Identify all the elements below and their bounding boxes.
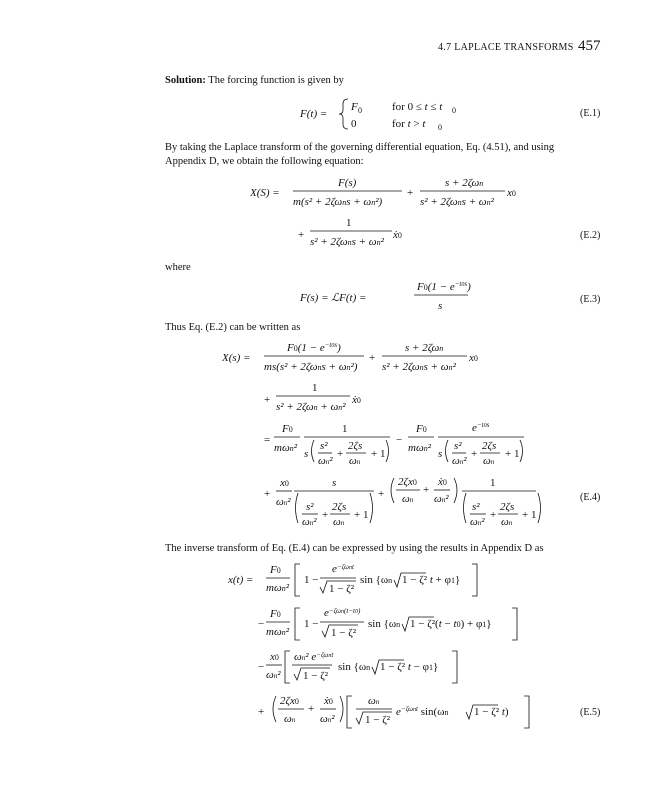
svg-text:ωn² e−ζωnt: ωn² $e^{-\zeta\omega nt}$ bbox=[294, 651, 334, 663]
svg-text:ωn: ωn bbox=[284, 713, 296, 725]
svg-text:ωn: ωn bbox=[333, 516, 345, 528]
svg-text:F(s): F(s) bbox=[338, 177, 357, 189]
svg-text:1: 1 bbox=[490, 477, 496, 489]
paragraph-where: where bbox=[165, 262, 191, 273]
equation-e1 bbox=[300, 93, 500, 135]
svg-text:2ζx0: 2ζx0 bbox=[398, 476, 417, 488]
svg-text:s + 2ζωn: s + 2ζωn bbox=[405, 342, 444, 354]
svg-text:+: + bbox=[264, 488, 271, 500]
svg-text:ωn: ωn bbox=[368, 695, 380, 707]
svg-text:+: + bbox=[490, 509, 497, 521]
svg-text:2ζs: 2ζs bbox=[332, 501, 347, 513]
svg-text:s²: s² bbox=[320, 440, 328, 452]
svg-text:F0: F0 bbox=[270, 564, 281, 576]
svg-text:1 − ζ²(t − t0) + φ1}: 1 − ζ²(t − t0) + φ1} bbox=[410, 618, 492, 630]
svg-text:sin {ωn: sin {ωn bbox=[368, 618, 401, 630]
svg-text:sin {ωn: sin {ωn bbox=[360, 574, 393, 586]
svg-text:+: + bbox=[322, 509, 329, 521]
svg-text:X(S) =: X(S) = bbox=[250, 187, 280, 199]
e3-lhs: F(s) = ℒF(t) = bbox=[300, 292, 367, 304]
running-header-section: 4.7 LAPLACE TRANSFORMS bbox=[438, 42, 574, 53]
svg-text:mωn²: mωn² bbox=[408, 442, 432, 454]
svg-text:s²: s² bbox=[472, 501, 480, 513]
paragraph-thus: Thus Eq. (E.2) can be written as bbox=[165, 322, 301, 333]
svg-text:1 − ζ²: 1 − ζ² bbox=[365, 714, 391, 726]
svg-text:ωn²: ωn² bbox=[302, 516, 317, 528]
svg-text:m(s² + 2ζωns + ωn²): m(s² + 2ζωns + ωn²) bbox=[293, 196, 383, 208]
svg-text:mωn²: mωn² bbox=[266, 582, 290, 594]
svg-text:+ 1: + 1 bbox=[522, 509, 537, 521]
solution-label: Solution: bbox=[165, 75, 206, 86]
svg-text:=: = bbox=[264, 434, 271, 446]
equation-e2 bbox=[250, 175, 550, 257]
svg-text:F0: F0 bbox=[270, 608, 281, 620]
svg-text:+: + bbox=[471, 448, 478, 460]
svg-text:x(t) =: x(t) = bbox=[228, 574, 254, 586]
svg-text:ωn²: ωn² bbox=[320, 713, 335, 725]
svg-text:−: − bbox=[258, 661, 265, 673]
svg-text:1 −: 1 − bbox=[304, 618, 319, 630]
svg-text:1 − ζ² t − φ1}: 1 − ζ² t − φ1} bbox=[380, 661, 439, 673]
equation-number-e2: (E.2) bbox=[580, 230, 601, 241]
equation-e3 bbox=[300, 280, 500, 314]
svg-text:0: 0 bbox=[438, 123, 442, 132]
svg-text:ωn²: ωn² bbox=[266, 669, 281, 681]
svg-text:F0: F0 bbox=[282, 423, 293, 435]
svg-text:ωn²: ωn² bbox=[470, 516, 485, 528]
svg-text:1: 1 bbox=[312, 382, 318, 394]
svg-text:ẋ0: ẋ0 bbox=[352, 394, 361, 406]
svg-text:x0: x0 bbox=[280, 477, 289, 489]
svg-text:+: + bbox=[378, 488, 385, 500]
equation-number-e5: (E.5) bbox=[580, 707, 601, 718]
svg-text:ωn: ωn bbox=[483, 455, 495, 467]
svg-text:+: + bbox=[407, 187, 414, 199]
svg-text:+: + bbox=[337, 448, 344, 460]
svg-text:F0(1 − e−t0s): $F0(1 - e^{-t0s})$ bbox=[417, 280, 471, 293]
svg-text:1 −: 1 − bbox=[304, 574, 319, 586]
svg-text:ms(s² + 2ζωns + ωn²): ms(s² + 2ζωns + ωn²) bbox=[264, 361, 358, 373]
svg-text:x0: x0 bbox=[469, 352, 478, 364]
paragraph-laplace-intro-2: Appendix D, we obtain the following equation: bbox=[165, 156, 364, 167]
svg-text:s² + 2ζωns + ωn²: s² + 2ζωns + ωn² bbox=[310, 236, 384, 248]
svg-text:s: s bbox=[438, 448, 443, 460]
svg-text:+: + bbox=[298, 229, 305, 241]
svg-text:ωn: ωn bbox=[501, 516, 513, 528]
svg-text:ẋ0: ẋ0 bbox=[438, 476, 447, 488]
svg-text:+: + bbox=[258, 706, 265, 718]
svg-text:1: 1 bbox=[346, 217, 352, 229]
svg-text:s²: s² bbox=[454, 440, 462, 452]
svg-text:ωn²: ωn² bbox=[434, 493, 449, 505]
svg-text:x0: x0 bbox=[507, 187, 516, 199]
svg-text:s²: s² bbox=[306, 501, 314, 513]
svg-text:1 − ζ² t): 1 − ζ² t) bbox=[474, 706, 509, 718]
equation-number-e4: (E.4) bbox=[580, 492, 601, 503]
svg-text:2ζx0: 2ζx0 bbox=[280, 695, 299, 707]
svg-text:0: 0 bbox=[452, 106, 456, 115]
svg-text:1 − ζ²: 1 − ζ² bbox=[329, 583, 355, 595]
equation-number-e3: (E.3) bbox=[580, 294, 601, 305]
solution-line bbox=[165, 75, 344, 86]
svg-text:ωn: ωn bbox=[402, 493, 414, 505]
svg-text:1 − ζ²: 1 − ζ² bbox=[303, 670, 329, 682]
svg-text:mωn²: mωn² bbox=[274, 442, 298, 454]
svg-text:−: − bbox=[258, 618, 265, 630]
svg-text:0: 0 bbox=[351, 118, 357, 130]
svg-text:2ζs: 2ζs bbox=[482, 440, 497, 452]
svg-text:ẋ0: ẋ0 bbox=[393, 229, 402, 241]
svg-text:1 − ζ² t + φ1}: 1 − ζ² t + φ1} bbox=[402, 574, 461, 586]
svg-text:+: + bbox=[423, 484, 430, 496]
page-number: 457 bbox=[578, 38, 601, 54]
svg-text:ωn²: ωn² bbox=[276, 496, 291, 508]
svg-text:X(s) =: X(s) = bbox=[222, 352, 251, 364]
svg-text:+ 1: + 1 bbox=[371, 448, 386, 460]
svg-text:ωn: ωn bbox=[349, 455, 361, 467]
svg-text:+: + bbox=[308, 703, 315, 715]
paragraph-laplace-intro-1: By taking the Laplace transform of the governing differential equation, Eq. (4.51), and using bbox=[165, 142, 555, 153]
svg-text:2ζs: 2ζs bbox=[348, 440, 363, 452]
svg-text:1: 1 bbox=[342, 423, 348, 435]
solution-text: The forcing function is given by bbox=[208, 75, 344, 86]
svg-text:−: − bbox=[396, 434, 403, 446]
svg-text:+: + bbox=[369, 352, 376, 364]
paragraph-inverse-transform: The inverse transform of Eq. (E.4) can be expressed by using the results in Appendix D as bbox=[165, 543, 544, 554]
svg-text:+ 1: + 1 bbox=[354, 509, 369, 521]
equation-number-e1: (E.1) bbox=[580, 108, 601, 119]
svg-text:F0(1 − e−t0s): $F0(1 - e^{-t0s})$ bbox=[287, 341, 341, 354]
svg-text:+ 1: + 1 bbox=[505, 448, 520, 460]
svg-text:ωn²: ωn² bbox=[452, 455, 467, 467]
svg-text:+: + bbox=[264, 394, 271, 406]
equation-e4 bbox=[222, 340, 552, 532]
equation-e5 bbox=[228, 560, 558, 740]
svg-text:1 − ζ²: 1 − ζ² bbox=[331, 627, 357, 639]
svg-text:s + 2ζωn: s + 2ζωn bbox=[445, 177, 484, 189]
svg-text:sin {ωn: sin {ωn bbox=[338, 661, 371, 673]
svg-text:s: s bbox=[332, 477, 337, 489]
svg-text:s: s bbox=[438, 300, 443, 312]
svg-text:e−ζωnt: $e^{-\zeta\omega nt}$ bbox=[332, 563, 354, 575]
svg-text:e−ζωn(t−t0): $e^{-\zeta\omega n(t-t0)}$ bbox=[324, 607, 361, 619]
svg-text:for t > t: for t > t bbox=[392, 118, 426, 130]
svg-text:F: F bbox=[351, 101, 358, 113]
svg-text:s² + 2ζωns + ωn²: s² + 2ζωns + ωn² bbox=[420, 196, 494, 208]
svg-text:x0: x0 bbox=[270, 651, 279, 663]
svg-text:2ζs: 2ζs bbox=[500, 501, 515, 513]
svg-text:mωn²: mωn² bbox=[266, 626, 290, 638]
svg-text:ẋ0: ẋ0 bbox=[324, 695, 333, 707]
svg-text:e−t0s: $e^{-t0s}$ bbox=[472, 421, 490, 434]
svg-text:0: 0 bbox=[358, 106, 362, 115]
svg-text:s² + 2ζωns + ωn²: s² + 2ζωns + ωn² bbox=[382, 361, 456, 373]
svg-text:e−ζωnt sin(ωn: $e^{-\zeta\omega nt}$ sin(ωn bbox=[396, 705, 449, 718]
svg-text:s² + 2ζωn + ωn²: s² + 2ζωn + ωn² bbox=[276, 401, 346, 413]
svg-text:F0: F0 bbox=[416, 423, 427, 435]
svg-text:F(t) =: F(t) = bbox=[300, 108, 328, 120]
svg-text:for 0 ≤ t ≤ t: for 0 ≤ t ≤ t bbox=[392, 101, 443, 113]
svg-text:s: s bbox=[304, 448, 309, 460]
svg-text:ωn²: ωn² bbox=[318, 455, 333, 467]
